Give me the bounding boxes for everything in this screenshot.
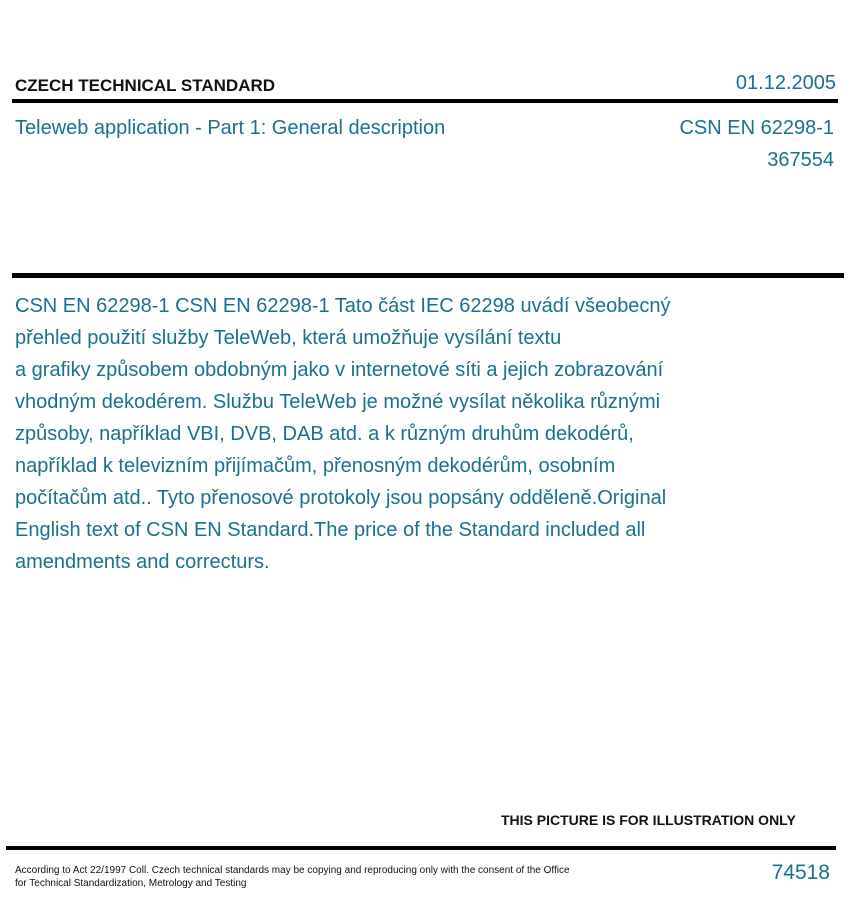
standard-description [15,290,775,578]
footer-divider [6,846,836,850]
illustration-notice: THIS PICTURE IS FOR ILLUSTRATION ONLY [501,812,796,828]
standard-code: CSN EN 62298-1 [679,117,834,139]
footer-number: 74518 [771,861,830,884]
header-divider [12,99,838,103]
description-line: CSN EN 62298-1 CSN EN 62298-1 Tato část IEC 62298 uvádí všeobecný [15,295,671,317]
catalog-number: 367554 [767,149,834,171]
standard-title: Teleweb application - Part 1: General description [15,117,446,139]
description-line: vhodným dekodérem. Službu TeleWeb je možné vysílat několika různými [15,391,661,413]
description-line: a grafiky způsobem obdobným jako v internetové síti a jejich zobrazování [15,359,664,381]
description-line: například k televizním přijímačům, přenosným dekodérům, osobním [15,455,616,477]
description-line: English text of CSN EN Standard.The price of the Standard included all [15,519,646,541]
description-line: počítačům atd.. Tyto přenosové protokoly jsou popsány odděleně.Original [15,487,667,509]
legal-notice-line: for Technical Standardization, Metrology and Testing [15,878,247,889]
legal-notice [15,864,585,890]
section-divider [12,273,844,278]
description-line: způsoby, například VBI, DVB, DAB atd. a k různým druhům dekodérů, [15,423,634,445]
description-line: amendments and correcturs. [15,551,270,573]
document-type-heading: CZECH TECHNICAL STANDARD [15,76,276,95]
description-line: přehled použití služby TeleWeb, která umožňuje vysílání textu [15,327,562,349]
legal-notice-line: According to Act 22/1997 Coll. Czech technical standards may be copying and reproducing only with the consent of the Office [15,865,570,876]
publication-date: 01.12.2005 [735,72,836,94]
